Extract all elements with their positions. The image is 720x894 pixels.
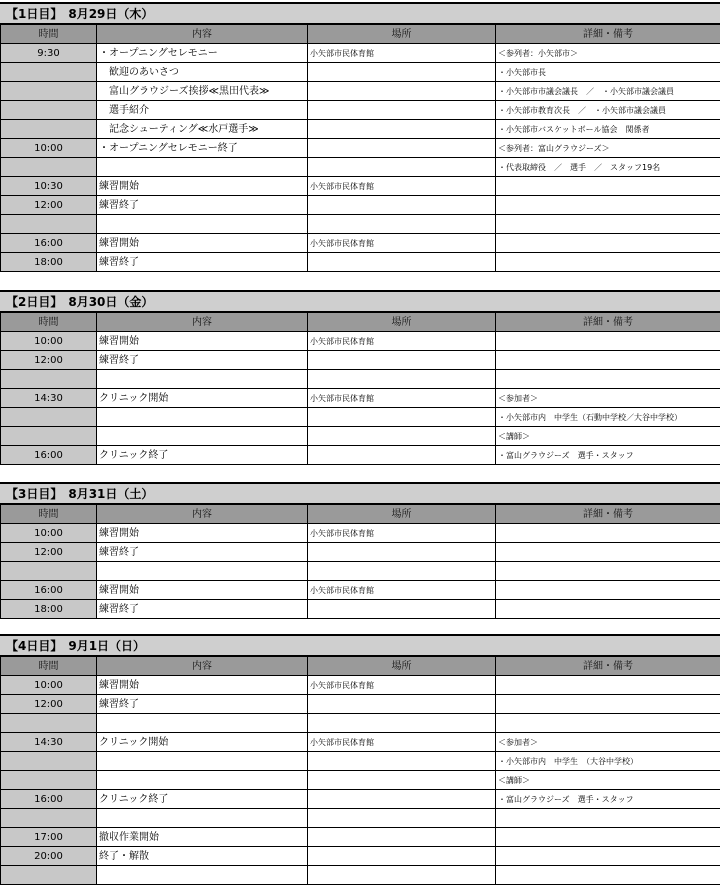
cell-content: ・オープニングセレモニー xyxy=(97,44,308,63)
cell-content: 練習終了 xyxy=(97,351,308,370)
day-block xyxy=(0,2,720,272)
cell-content: 練習開始 xyxy=(97,524,308,543)
table-row xyxy=(1,847,720,866)
column-header-place: 場所 xyxy=(308,505,496,524)
column-header-content: 内容 xyxy=(97,505,308,524)
table-header-row xyxy=(1,25,720,44)
cell-content: 練習開始 xyxy=(97,177,308,196)
cell-detail: ・小矢部市長 xyxy=(496,63,720,82)
table-row xyxy=(1,389,720,408)
table-row xyxy=(1,351,720,370)
cell-detail xyxy=(496,600,720,619)
cell-time: 16:00 xyxy=(1,581,97,600)
cell-detail xyxy=(496,562,720,581)
day-label: 【4日目】 9月1日（日） xyxy=(6,639,146,653)
cell-content: 終了・解散 xyxy=(97,847,308,866)
table-header-row xyxy=(1,313,720,332)
table-row xyxy=(1,63,720,82)
cell-content: 富山グラウジーズ挨拶≪黒田代表≫ xyxy=(97,82,308,101)
cell-time: 12:00 xyxy=(1,351,97,370)
cell-place xyxy=(308,562,496,581)
day-label: 【2日目】 8月30日（金） xyxy=(6,295,154,309)
schedule-table xyxy=(0,504,720,619)
cell-place xyxy=(308,446,496,465)
cell-time xyxy=(1,158,97,177)
cell-place xyxy=(308,752,496,771)
cell-place xyxy=(308,196,496,215)
cell-detail xyxy=(496,581,720,600)
table-row xyxy=(1,82,720,101)
cell-place xyxy=(308,427,496,446)
cell-place xyxy=(308,370,496,389)
column-header-place: 場所 xyxy=(308,657,496,676)
column-header-detail: 詳細・備考 xyxy=(496,505,720,524)
cell-detail: ＜参加者＞ xyxy=(496,733,720,752)
cell-detail xyxy=(496,714,720,733)
cell-content: 練習開始 xyxy=(97,676,308,695)
table-row xyxy=(1,120,720,139)
cell-detail xyxy=(496,695,720,714)
cell-time xyxy=(1,809,97,828)
table-row xyxy=(1,600,720,619)
table-row xyxy=(1,695,720,714)
cell-detail: ・小矢部市バスケットボール協会 関係者 xyxy=(496,120,720,139)
cell-detail: ・小矢部市内 中学生 （大谷中学校） xyxy=(496,752,720,771)
cell-time xyxy=(1,408,97,427)
cell-time xyxy=(1,866,97,885)
column-header-time: 時間 xyxy=(1,505,97,524)
cell-content xyxy=(97,158,308,177)
cell-detail xyxy=(496,253,720,272)
table-row xyxy=(1,196,720,215)
cell-detail xyxy=(496,847,720,866)
cell-content xyxy=(97,866,308,885)
cell-time: 12:00 xyxy=(1,543,97,562)
cell-time: 16:00 xyxy=(1,234,97,253)
table-row xyxy=(1,332,720,351)
cell-detail xyxy=(496,234,720,253)
cell-place: 小矢部市民体育館 xyxy=(308,581,496,600)
cell-place xyxy=(308,253,496,272)
cell-detail: ・小矢部市市議会議長 ／ ・小矢部市議会議員 xyxy=(496,82,720,101)
cell-time: 12:00 xyxy=(1,695,97,714)
cell-time xyxy=(1,101,97,120)
table-row xyxy=(1,234,720,253)
table-row xyxy=(1,790,720,809)
cell-time xyxy=(1,714,97,733)
table-row xyxy=(1,752,720,771)
day-header xyxy=(0,2,720,24)
cell-place: 小矢部市民体育館 xyxy=(308,332,496,351)
cell-detail xyxy=(496,524,720,543)
table-header-row xyxy=(1,505,720,524)
cell-content: ・オープニングセレモニー終了 xyxy=(97,139,308,158)
cell-detail: ・富山グラウジーズ 選手・スタッフ xyxy=(496,790,720,809)
cell-time: 17:00 xyxy=(1,828,97,847)
day-header xyxy=(0,290,720,312)
day-block xyxy=(0,482,720,619)
column-header-detail: 詳細・備考 xyxy=(496,313,720,332)
cell-content xyxy=(97,771,308,790)
cell-content: 練習終了 xyxy=(97,196,308,215)
cell-place: 小矢部市民体育館 xyxy=(308,234,496,253)
cell-place xyxy=(308,695,496,714)
table-row xyxy=(1,101,720,120)
cell-place xyxy=(308,790,496,809)
table-row xyxy=(1,177,720,196)
cell-detail xyxy=(496,543,720,562)
cell-content: 選手紹介 xyxy=(97,101,308,120)
cell-detail: ・小矢部市教育次長 ／ ・小矢部市議会議員 xyxy=(496,101,720,120)
cell-place xyxy=(308,714,496,733)
table-row xyxy=(1,809,720,828)
cell-detail: ＜講師＞ xyxy=(496,771,720,790)
cell-place xyxy=(308,120,496,139)
table-row xyxy=(1,408,720,427)
cell-content: 練習終了 xyxy=(97,253,308,272)
cell-place xyxy=(308,600,496,619)
cell-place xyxy=(308,408,496,427)
cell-place xyxy=(308,82,496,101)
cell-place: 小矢部市民体育館 xyxy=(308,44,496,63)
cell-detail xyxy=(496,177,720,196)
cell-place: 小矢部市民体育館 xyxy=(308,177,496,196)
column-header-detail: 詳細・備考 xyxy=(496,25,720,44)
table-row xyxy=(1,427,720,446)
table-row xyxy=(1,866,720,885)
column-header-content: 内容 xyxy=(97,657,308,676)
cell-time xyxy=(1,562,97,581)
cell-content xyxy=(97,427,308,446)
cell-time: 10:00 xyxy=(1,524,97,543)
column-header-place: 場所 xyxy=(308,313,496,332)
cell-time: 18:00 xyxy=(1,600,97,619)
cell-content: 練習開始 xyxy=(97,234,308,253)
table-row xyxy=(1,543,720,562)
cell-place xyxy=(308,847,496,866)
cell-time: 14:30 xyxy=(1,389,97,408)
cell-place xyxy=(308,771,496,790)
cell-place: 小矢部市民体育館 xyxy=(308,733,496,752)
column-header-time: 時間 xyxy=(1,313,97,332)
cell-content: クリニック開始 xyxy=(97,389,308,408)
cell-detail xyxy=(496,866,720,885)
cell-place xyxy=(308,809,496,828)
cell-detail: ＜参加者＞ xyxy=(496,389,720,408)
day-label: 【1日目】 8月29日（木） xyxy=(6,7,154,21)
cell-time xyxy=(1,215,97,234)
cell-time xyxy=(1,82,97,101)
cell-time xyxy=(1,120,97,139)
cell-detail xyxy=(496,828,720,847)
cell-content: クリニック開始 xyxy=(97,733,308,752)
cell-place xyxy=(308,139,496,158)
day-block xyxy=(0,634,720,885)
cell-content: クリニック終了 xyxy=(97,446,308,465)
cell-place xyxy=(308,828,496,847)
cell-content: 撤収作業開始 xyxy=(97,828,308,847)
schedule-table xyxy=(0,312,720,465)
day-header xyxy=(0,482,720,504)
cell-time xyxy=(1,427,97,446)
cell-place: 小矢部市民体育館 xyxy=(308,389,496,408)
cell-content: 練習開始 xyxy=(97,332,308,351)
cell-content: 練習終了 xyxy=(97,543,308,562)
cell-place xyxy=(308,351,496,370)
column-header-time: 時間 xyxy=(1,25,97,44)
table-row xyxy=(1,714,720,733)
day-block xyxy=(0,290,720,465)
cell-detail xyxy=(496,196,720,215)
cell-content xyxy=(97,714,308,733)
cell-time: 9:30 xyxy=(1,44,97,63)
cell-detail xyxy=(496,351,720,370)
cell-time: 18:00 xyxy=(1,253,97,272)
cell-time: 10:00 xyxy=(1,332,97,351)
cell-content xyxy=(97,370,308,389)
cell-place: 小矢部市民体育館 xyxy=(308,524,496,543)
column-header-content: 内容 xyxy=(97,313,308,332)
cell-content: 練習終了 xyxy=(97,600,308,619)
cell-detail: ・小矢部市内 中学生（石動中学校／大谷中学校） xyxy=(496,408,720,427)
cell-time xyxy=(1,752,97,771)
cell-detail: ・代表取締役 ／ 選手 ／ スタッフ19名 xyxy=(496,158,720,177)
cell-content xyxy=(97,562,308,581)
column-header-content: 内容 xyxy=(97,25,308,44)
cell-time: 16:00 xyxy=(1,790,97,809)
cell-time: 12:00 xyxy=(1,196,97,215)
table-header-row xyxy=(1,657,720,676)
cell-detail: ＜講師＞ xyxy=(496,427,720,446)
cell-place xyxy=(308,866,496,885)
cell-content xyxy=(97,752,308,771)
table-row xyxy=(1,828,720,847)
cell-detail: ＜参列者：小矢部市＞ xyxy=(496,44,720,63)
table-row xyxy=(1,446,720,465)
cell-content xyxy=(97,215,308,234)
cell-place xyxy=(308,63,496,82)
table-row xyxy=(1,215,720,234)
cell-content: 練習開始 xyxy=(97,581,308,600)
table-row xyxy=(1,158,720,177)
cell-content: 練習終了 xyxy=(97,695,308,714)
day-label: 【3日目】 8月31日（土） xyxy=(6,487,154,501)
cell-time: 14:30 xyxy=(1,733,97,752)
cell-detail: ・富山グラウジーズ 選手・スタッフ xyxy=(496,446,720,465)
cell-place xyxy=(308,101,496,120)
table-row xyxy=(1,733,720,752)
cell-time xyxy=(1,63,97,82)
table-row xyxy=(1,139,720,158)
cell-time: 10:00 xyxy=(1,676,97,695)
cell-detail xyxy=(496,215,720,234)
table-row xyxy=(1,524,720,543)
cell-detail xyxy=(496,676,720,695)
table-row xyxy=(1,44,720,63)
cell-content: 記念シューティング≪水戸選手≫ xyxy=(97,120,308,139)
table-row xyxy=(1,253,720,272)
schedule-table xyxy=(0,24,720,272)
table-row xyxy=(1,676,720,695)
column-header-place: 場所 xyxy=(308,25,496,44)
cell-detail xyxy=(496,332,720,351)
table-row xyxy=(1,370,720,389)
cell-time: 10:30 xyxy=(1,177,97,196)
table-row xyxy=(1,581,720,600)
day-header xyxy=(0,634,720,656)
cell-time xyxy=(1,771,97,790)
column-header-detail: 詳細・備考 xyxy=(496,657,720,676)
schedule-table xyxy=(0,656,720,885)
cell-content: 歓迎のあいさつ xyxy=(97,63,308,82)
cell-detail xyxy=(496,809,720,828)
cell-place xyxy=(308,543,496,562)
cell-content xyxy=(97,408,308,427)
cell-place xyxy=(308,158,496,177)
cell-detail: ＜参列者：富山グラウジーズ＞ xyxy=(496,139,720,158)
cell-detail xyxy=(496,370,720,389)
table-row xyxy=(1,771,720,790)
column-header-time: 時間 xyxy=(1,657,97,676)
cell-time: 10:00 xyxy=(1,139,97,158)
cell-time: 16:00 xyxy=(1,446,97,465)
cell-content xyxy=(97,809,308,828)
table-row xyxy=(1,562,720,581)
cell-time xyxy=(1,370,97,389)
cell-time: 20:00 xyxy=(1,847,97,866)
cell-place: 小矢部市民体育館 xyxy=(308,676,496,695)
cell-place xyxy=(308,215,496,234)
cell-content: クリニック終了 xyxy=(97,790,308,809)
